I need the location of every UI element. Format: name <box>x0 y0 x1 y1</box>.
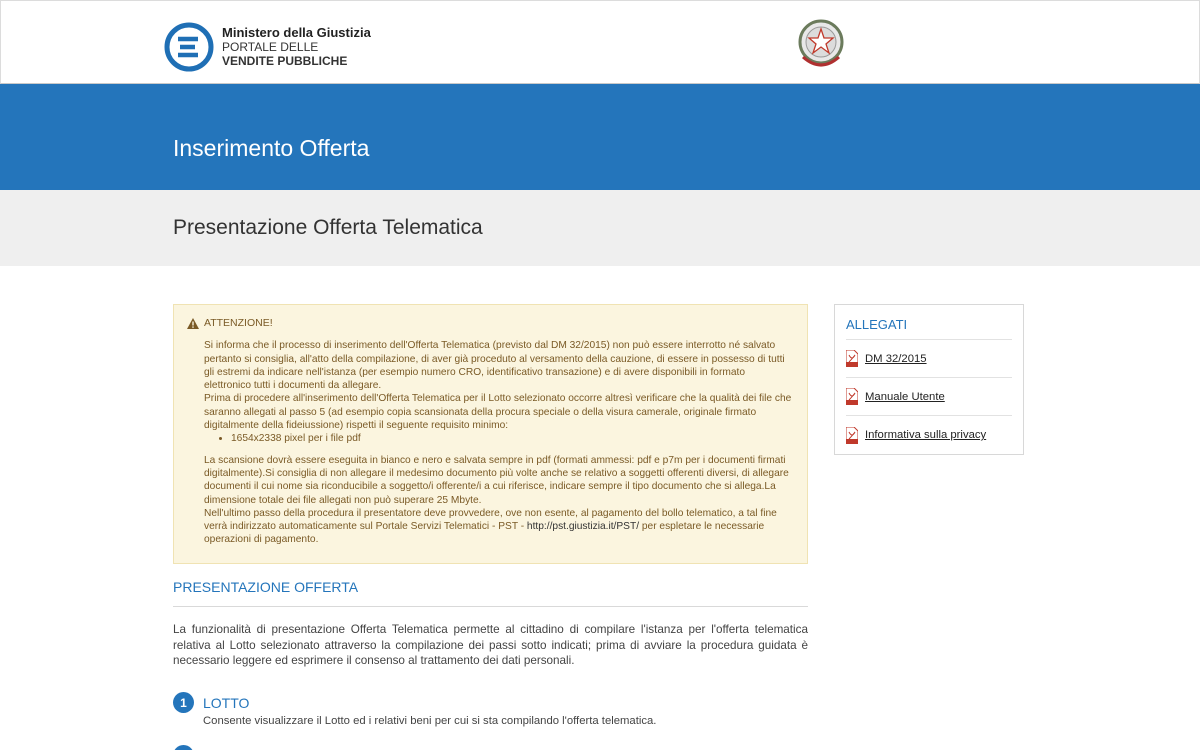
step-label: LOTTO <box>203 694 250 711</box>
step-description: Consente visualizzare il Lotto ed i relativi beni per cui si sta compilando l'offerta telematica. <box>203 715 657 727</box>
attachment-dm-32-2015[interactable] <box>846 340 1012 378</box>
italian-republic-emblem-icon <box>796 17 846 71</box>
alert-paragraph-4-text: Nell'ultimo passo della procedura il presentatore deve provvedere, ove non esente, al pagamento del bollo telematico, a tal fine verrà indirizzato automaticamente sul Portale Servizi Telematici - PST - <box>204 507 777 533</box>
warning-icon <box>187 318 199 329</box>
requirement-item: • 1654x2338 pixel per i file pdf <box>231 432 794 445</box>
top-header <box>0 0 1200 84</box>
brand-line-1: Ministero della Giustizia <box>222 25 371 40</box>
attachments-title: ALLEGATI <box>846 305 1012 340</box>
sub-banner <box>0 190 1200 266</box>
attachment-label: Informativa sulla privacy <box>865 429 987 441</box>
hero-banner <box>0 84 1200 190</box>
page-title: Inserimento Offerta <box>173 135 370 161</box>
attachment-label: DM 32/2015 <box>865 352 927 365</box>
attention-alert <box>173 304 808 564</box>
intro-text: La funzionalità di presentazione Offerta Telematica permette al cittadino di compilare l'istanza per l'offerta telematica relativa al Lotto selezionato attraverso la compilazione dei passi sotto indicati; prima di avviare la procedura guidata è necessario leggere ed esprimere il consenso al trattamento dei dati personali. <box>173 623 808 667</box>
alert-paragraph-2: Prima di procedere all'inserimento dell'Offerta Telematica per il Lotto selezionato occorre altresì verificare che la qualità dei file che saranno allegati al passo 5 (ad esempio copia scansionata della procura speciale o della visura camerale, originale firmato digitalmente della fideiussione) rispetti il seguente requisito minimo: <box>204 393 792 432</box>
brand-line-2: PORTALE DELLE <box>222 40 319 54</box>
step-1 <box>173 692 249 713</box>
pdf-icon <box>846 427 858 444</box>
step-2-number <box>173 745 194 750</box>
pst-link[interactable]: http://pst.giustizia.it/PST/ <box>526 521 640 533</box>
alert-paragraph-1: Si informa che il processo di inserimento dell'Offerta Telematica (previsto dal DM 32/2015) non può essere interrotto né salvato pertanto si consiglia, all'atto della compilazione, di aver già proceduto al versamento della cauzione, di essere in possesso di tutti gli estremi da indicare nell'istanza (per esempio numero CRO, identificativo transazione) e di avere disponibili in formato elettronico tutti i documenti da allegare. <box>204 340 785 392</box>
page-subtitle: Presentazione Offerta Telematica <box>173 216 483 239</box>
section-title: PRESENTAZIONE OFFERTA <box>173 579 808 607</box>
alert-paragraph-3: La scansione dovrà essere eseguita in bianco e nero e salvata sempre in pdf (formati ammessi: pdf e p7m per i documenti firmati digitalmente).Si consiglia di non allegare il medesimo documento più volte anche se relativo a soggetti offerenti diversi, di allegare documenti il cui nome sia riconducibile a soggetto/i offerente/i a cui riferisce, indicare sempre il tipo documento che si allega.La dimensione totale dei file allegati non può superare 25 Mbyte. <box>204 454 789 506</box>
attachment-label: Manuale Utente <box>865 390 945 403</box>
pdf-icon <box>846 388 858 405</box>
alert-paragraph-4 <box>204 507 794 547</box>
brand-line-3: VENDITE PUBBLICHE <box>222 54 348 68</box>
attachment-informativa-privacy[interactable] <box>846 416 1012 454</box>
pdf-icon <box>846 350 858 367</box>
alert-heading: ATTENZIONE! <box>204 317 273 329</box>
pvp-logo-icon <box>164 22 214 72</box>
attachment-manuale-utente[interactable] <box>846 378 1012 416</box>
requirements-list <box>231 432 794 445</box>
brand-logo-link[interactable] <box>164 22 371 72</box>
alert-paragraph-4-tail: per espletare le necessarie operazioni di pagamento. <box>204 521 765 546</box>
attachments-panel <box>834 304 1024 455</box>
step-number: 1 <box>173 692 194 713</box>
